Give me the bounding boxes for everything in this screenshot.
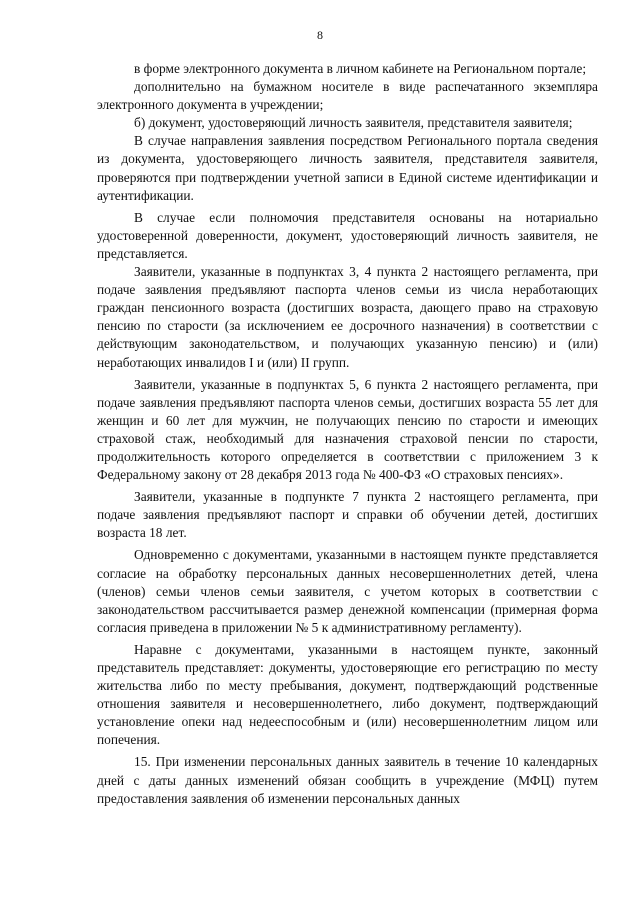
paragraph-subpoints-3-4: Заявители, указанные в подпунктах 3, 4 пункта 2 настоящего регламента, при подаче заявления предъявляют паспорта членов семьи из числа неработающих граждан пенсионного возраста (достигших возраста, дающего право на страховую пенсию по старости (за исключением ее досрочного назначения) в соответствии с действующим законодательством, и получающих указанную пенсию) и (или) неработающих инвалидов I и (или) II групп. xyxy=(97,264,598,370)
paragraph-notary-power: В случае если полномочия представителя основаны на нотариально удостоверенной доверенности, документ, удостоверяющий личность заявителя, не представляется. xyxy=(97,209,598,261)
paragraph-subpoints-5-6: Заявители, указанные в подпунктах 5, 6 пункта 2 настоящего регламента, при подаче заявления предъявляют паспорта членов семьи, достигших возраста 55 лет для женщин и 60 лет для мужчин, не получающих пенсию по старости и имеющих страховой стаж, необходимый для назначения страховой пенсии по старости, продолжительность которого определяется в соответствии с приложением 3 к Федеральному закону от 28 декабря 2013 года № 400-ФЗ «О страховых пенсиях». xyxy=(97,376,598,483)
paragraph-paper-copy: дополнительно на бумажном носителе в виде распечатанного экземпляра электронного документа в учреждении; xyxy=(97,79,598,113)
paragraph-legal-representative: Наравне с документами, указанными в настоящем пункте, законный представитель представляет: документы, удостоверяющие его регистрацию по месту жительства либо по месту пребывания, документ, подтверждающий родственные отношения заявителя и несовершеннолетнего, либо документ, подтверждающий установление опеки над недееспособным и (или) несовершеннолетним лицом или попечения. xyxy=(97,641,598,748)
paragraph-personal-data-consent: Одновременно с документами, указанными в настоящем пункте представляется согласие на обработку персональных данных несовершеннолетних детей, члена (членов) семьи членов семьи заявителя, с учетом которых в соответствии с законодательством рассчитывается размер денежной компенсации (примерная форма согласия приведена в приложении № 5 к административному регламенту). xyxy=(97,547,598,635)
page-number: 8 xyxy=(317,28,323,42)
paragraph-electronic-form: в форме электронного документа в личном кабинете на Региональном портале; xyxy=(134,61,587,76)
document-body xyxy=(97,60,598,808)
paragraph-identity-document: б) документ, удостоверяющий личность заявителя, представителя заявителя; xyxy=(134,115,573,131)
paragraph-subpoint-7: Заявители, указанные в подпункте 7 пункта 2 настоящего регламента, при подаче заявления предъявляют паспорт и справки об обучении детей, достигших возраста 18 лет. xyxy=(97,489,598,541)
paragraph-point-15: 15. При изменении персональных данных заявитель в течение 10 календарных дней с даты данных изменений обязан сообщить в учреждение (МФЦ) путем предоставления заявления об изменении персональных данных xyxy=(97,754,598,806)
paragraph-regional-portal: В случае направления заявления посредством Регионального портала сведения из документа, удостоверяющего личность заявителя, представителя заявителя, проверяются при подтверждении учетной записи в Единой системе идентификации и аутентификации. xyxy=(97,133,598,203)
